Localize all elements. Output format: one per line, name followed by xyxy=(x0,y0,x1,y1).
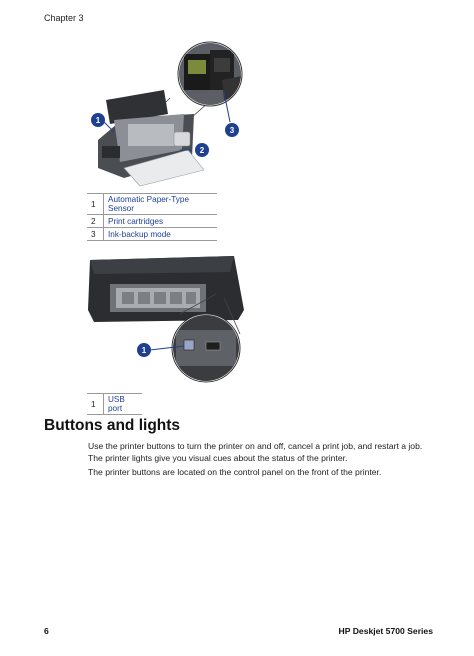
printer-cartridges-illustration xyxy=(84,40,252,190)
printer-usb-port-illustration xyxy=(84,250,252,388)
legend-label-usb-port[interactable]: USB port xyxy=(104,394,143,415)
figure1-legend-table xyxy=(87,193,217,241)
svg-text:1: 1 xyxy=(95,116,101,125)
section-title: Buttons and lights xyxy=(44,417,181,434)
svg-text:3: 3 xyxy=(229,126,235,135)
table-row xyxy=(87,194,217,215)
legend-label-ink-backup-mode[interactable]: Ink-backup mode xyxy=(104,228,218,241)
legend-number: 1 xyxy=(87,194,104,215)
chapter-header: Chapter 3 xyxy=(44,13,84,23)
legend-label-print-cartridges[interactable]: Print cartridges xyxy=(104,215,218,228)
body-paragraph: The printer buttons are located on the control panel on the front of the printer. xyxy=(88,467,382,477)
footer-product-title: HP Deskjet 5700 Series xyxy=(338,626,433,636)
figure2-legend-table xyxy=(87,393,142,415)
svg-text:2: 2 xyxy=(199,146,205,155)
page-number: 6 xyxy=(44,626,49,636)
table-row xyxy=(87,215,217,228)
legend-label-paper-type-sensor[interactable]: Automatic Paper-Type Sensor xyxy=(104,194,218,215)
legend-number: 2 xyxy=(87,215,104,228)
legend-number: 1 xyxy=(87,394,104,415)
table-row xyxy=(87,228,217,241)
table-row xyxy=(87,394,142,415)
svg-text:1: 1 xyxy=(141,346,147,355)
body-paragraph: Use the printer buttons to turn the printer on and off, cancel a print job, and restart a job. The printer lights give you visual cues about the status of the printer. xyxy=(88,441,423,464)
legend-number: 3 xyxy=(87,228,104,241)
